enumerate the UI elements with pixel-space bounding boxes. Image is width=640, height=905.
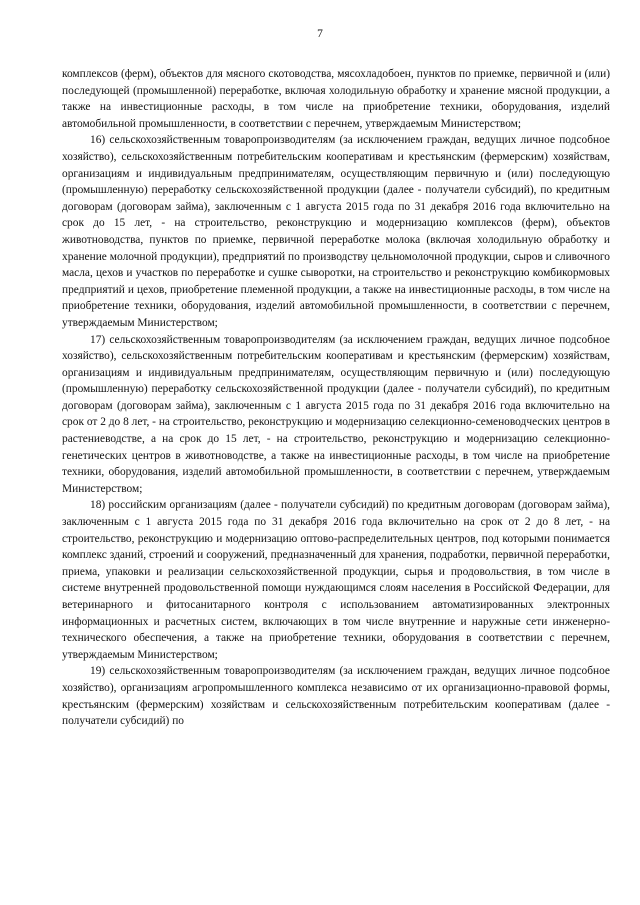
paragraph-item-16: 16) сельскохозяйственным товаропроизводителям (за исключением граждан, ведущих личное подсобное хозяйство), сельскохозяйственным потребительским кооперативам и крестьянским (фермерским) хозяйствам, организациям и индивидуальным предпринимателям, осуществляющим первичную и (или) последующую (промышленную) переработку сельскохозяйственной продукции (далее - получатели субсидий), по кредитным договорам (договорам займа), заключенным с 1 августа 2015 года по 31 декабря 2016 года включительно на срок до 15 лет, - на строительство, реконструкцию и модернизацию комплексов (ферм), объектов животноводства, пунктов по приемке, первичной переработке молока (включая холодильную обработку и хранение молочной продукции), предприятий по производству цельномолочной продукции, сыров и сливочного масла, цехов и участков по переработке и сушке сыворотки, на строительство и реконструкцию комбикормовых предприятий и цехов, приобретение племенной продукции, а также на инвестиционные расходы, в том числе на приобретение техники, оборудования, изделий автомобильной промышленности, в соответствии с перечнем, утверждаемым Министерством;	[62, 134, 610, 329]
document-body	[62, 66, 610, 730]
paragraph-item-19: 19) сельскохозяйственным товаропроизводителям (за исключением граждан, ведущих личное подсобное хозяйство), организациям агропромышленного комплекса независимо от их организационно-правовой формы, крестьянским (фермерским) хозяйствам и сельскохозяйственным потребительским кооперативам (далее - получатели субсидий) по	[62, 665, 610, 728]
paragraph-continuation: комплексов (ферм), объектов для мясного скотоводства, мясохладобоен, пунктов по приемке, первичной и (или) последующей (промышленной) переработке, включая холодильную обработку и хранение мясной продукции, а также на инвестиционные расходы, в том числе на приобретение техники, оборудования, изделий автомобильной промышленности, в соответствии с перечнем, утверждаемым Министерством;	[62, 68, 610, 130]
paragraph-item-18: 18) российским организациям (далее - получатели субсидий) по кредитным договорам (договорам займа), заключенным с 1 августа 2015 года по 31 декабря 2016 года включительно на срок от 2 до 8 лет, - на строительство, реконструкцию и модернизацию оптово-распределительных центров, под которыми понимается комплекс зданий, строений и сооружений, предназначенный для хранения, подработки, первичной переработки, приема, упаковки и реализации сельскохозяйственной продукции, сырья и продовольствия, в том числе в системе внутренней продовольственной помощи нуждающимся слоям населения в Российской Федерации, для ветеринарного и фитосанитарного контроля с использованием автоматизированных электронных информационных и расчетных систем, включающих в том числе внутренние и наружные сети инженерно-технического обеспечения, а также на приобретение техники, оборудования в соответствии с перечнем, утверждаемым Министерством;	[62, 499, 610, 661]
page-number: 7	[317, 28, 323, 40]
paragraph-item-17: 17) сельскохозяйственным товаропроизводителям (за исключением граждан, ведущих личное подсобное хозяйство), сельскохозяйственным потребительским кооперативам и крестьянским (фермерским) хозяйствам, организациям и индивидуальным предпринимателям, осуществляющим первичную и (или) последующую (промышленную) переработку сельскохозяйственной продукции (далее - получатели субсидий), по кредитным договорам (договорам займа), заключенным с 1 августа 2015 года по 31 декабря 2016 года включительно на срок от 2 до 8 лет, - на строительство, реконструкцию и модернизацию селекционно-семеноводческих центров в растениеводстве, а на срок до 15 лет, - на строительство, реконструкцию и модернизацию селекционно-генетических центров в животноводстве, а также на инвестиционные расходы, в том числе на приобретение техники, оборудования, изделий автомобильной промышленности, в соответствии с перечнем, утверждаемым Министерством;	[62, 333, 610, 495]
